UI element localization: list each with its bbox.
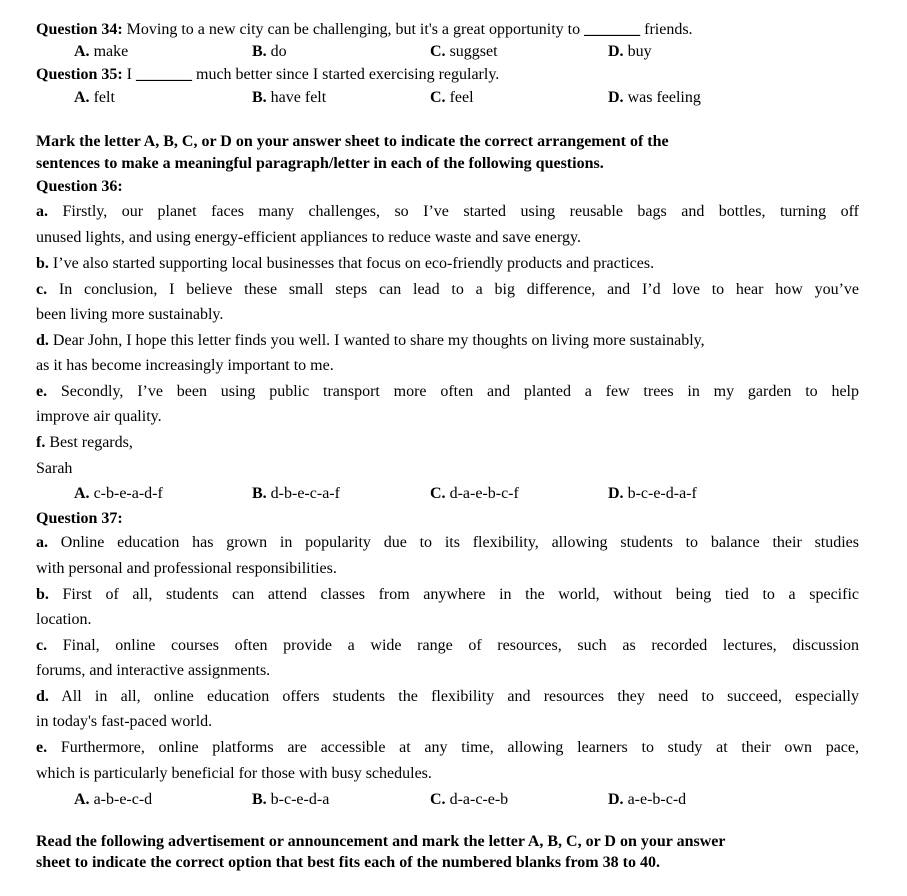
question-36-item-a-line-2: unused lights, and using energy-efficient appliances to reduce waste and save energy. [36,229,582,246]
question-35-stem [36,65,499,85]
question-37-item-b-line-1 [36,585,859,605]
option-text: do [270,43,287,60]
question-37-item-e-line-2: which is particularly beneficial for those with busy schedules. [36,765,432,782]
item-text: Firstly, our planet faces many challenges, so I’ve started using reusable bags and bottles, turning off [62,203,860,220]
question-36-item-a-line-1 [36,202,859,222]
question-37-option-b [252,790,329,810]
option-letter: A. [74,485,90,502]
question-34-text-after: friends. [644,21,693,38]
option-text: a-e-b-c-d [627,791,687,808]
question-36-option-d [608,484,697,504]
item-letter: b. [36,586,49,603]
item-letter: e. [36,739,48,756]
item-letter: f. [36,434,46,451]
question-37-item-e-line-1 [36,738,859,758]
question-34-option-b [252,42,287,62]
option-text: d-a-e-b-c-f [449,485,519,502]
instruction-advertisement-line-2: sheet to indicate the correct option that best fits each of the numbered blanks from 38 to 40. [36,854,660,871]
question-35-option-b [252,88,326,108]
option-letter: D. [608,43,624,60]
option-text: make [93,43,129,60]
question-36-item-c-line-2: been living more sustainably. [36,306,224,323]
item-letter: c. [36,637,48,654]
item-text: Best regards, [49,434,133,451]
question-35-label: Question 35: [36,66,123,83]
question-37-option-a [74,790,152,810]
question-36-option-b [252,484,340,504]
question-36-item-b [36,254,654,274]
item-text: Final, online courses often provide a wide range of resources, such as recorded lectures, discussion [62,637,859,654]
option-text: buy [627,43,652,60]
question-36-item-d-line-1 [36,331,705,351]
option-letter: A. [74,43,90,60]
question-37-option-d [608,790,686,810]
question-37-item-c-line-2: forums, and interactive assignments. [36,662,271,679]
option-text: have felt [270,89,327,106]
instruction-arrangement-line-1: Mark the letter A, B, C, or D on your answer sheet to indicate the correct arrangement of the [36,133,669,150]
item-letter: e. [36,383,48,400]
question-37-option-c [430,790,508,810]
question-34-text-before: Moving to a new city can be challenging, but it's a great opportunity to [126,21,581,38]
question-34-label: Question 34: [36,21,123,38]
question-36-item-f-line-1 [36,433,133,453]
item-letter: a. [36,203,48,220]
option-letter: B. [252,43,267,60]
option-letter: C. [430,791,446,808]
question-35-text-after: much better since I started exercising regularly. [196,66,500,83]
option-letter: B. [252,791,267,808]
item-letter: c. [36,281,48,298]
option-text: feel [449,89,474,106]
question-35-option-c [430,88,474,108]
question-37-item-a-line-2: with personal and professional responsibilities. [36,560,337,577]
question-37-item-a-line-1 [36,533,859,553]
option-text: a-b-e-c-d [93,791,153,808]
option-letter: A. [74,89,90,106]
option-letter: D. [608,89,624,106]
option-letter: B. [252,485,267,502]
item-text: Secondly, I’ve been using public transport more often and planted a few trees in my garden to help [60,383,860,400]
question-36-label: Question 36: [36,178,123,195]
question-36-item-c-line-1 [36,280,859,300]
question-35-text-before: I [126,66,132,83]
question-34-option-d [608,42,652,62]
option-letter: A. [74,791,90,808]
option-text: b-c-e-d-a [270,791,330,808]
option-letter: C. [430,89,446,106]
question-36-item-f-line-2: Sarah [36,460,73,477]
question-35-option-d [608,88,701,108]
item-letter: a. [36,534,48,551]
option-letter: D. [608,791,624,808]
question-37-item-d-line-1 [36,687,859,707]
item-text: I’ve also started supporting local businesses that focus on eco-friendly products and practices. [52,255,655,272]
question-36-option-a [74,484,163,504]
question-36-item-d-line-2: as it has become increasingly important to me. [36,357,334,374]
item-text: All in all, online education offers students the flexibility and resources they need to succeed, especially [61,688,860,705]
option-letter: B. [252,89,267,106]
item-text: Online education has grown in popularity due to its flexibility, allowing students to balance their studies [60,534,860,551]
instruction-advertisement-line-1: Read the following advertisement or announcement and mark the letter A, B, C, or D on your answer [36,833,726,850]
question-36-item-e-line-2: improve air quality. [36,408,162,425]
item-letter: b. [36,255,49,272]
option-text: suggset [449,43,498,60]
item-letter: d. [36,332,49,349]
question-35-blank: _______ [136,66,192,83]
item-text: Dear John, I hope this letter finds you well. I wanted to share my thoughts on living more sustainably, [52,332,705,349]
instruction-arrangement-line-2: sentences to make a meaningful paragraph/letter in each of the following questions. [36,155,604,172]
item-letter: d. [36,688,49,705]
question-36-item-e-line-1 [36,382,859,402]
question-34-option-c [430,42,498,62]
item-text: Furthermore, online platforms are accessible at any time, allowing learners to study at their own pace, [60,739,859,756]
option-text: c-b-e-a-d-f [93,485,163,502]
question-34-option-a [74,42,128,62]
question-34-blank: _______ [584,21,641,38]
item-text: First of all, students can attend classes from anywhere in the world, without being tied to a specific [62,586,860,603]
option-text: d-b-e-c-a-f [270,485,340,502]
item-text: In conclusion, I believe these small steps can lead to a big difference, and I’d love to hear how you’ve [58,281,859,298]
question-37-item-b-line-2: location. [36,611,92,628]
question-35-option-a [74,88,115,108]
question-37-item-c-line-1 [36,636,859,656]
question-34-stem [36,20,693,40]
question-36-option-c [430,484,519,504]
option-letter: C. [430,43,446,60]
option-text: d-a-c-e-b [449,791,509,808]
option-text: felt [93,89,115,106]
option-letter: D. [608,485,624,502]
option-letter: C. [430,485,446,502]
option-text: b-c-e-d-a-f [627,485,697,502]
question-37-label: Question 37: [36,510,123,527]
option-text: was feeling [627,89,701,106]
question-37-item-d-line-2: in today's fast-paced world. [36,713,213,730]
